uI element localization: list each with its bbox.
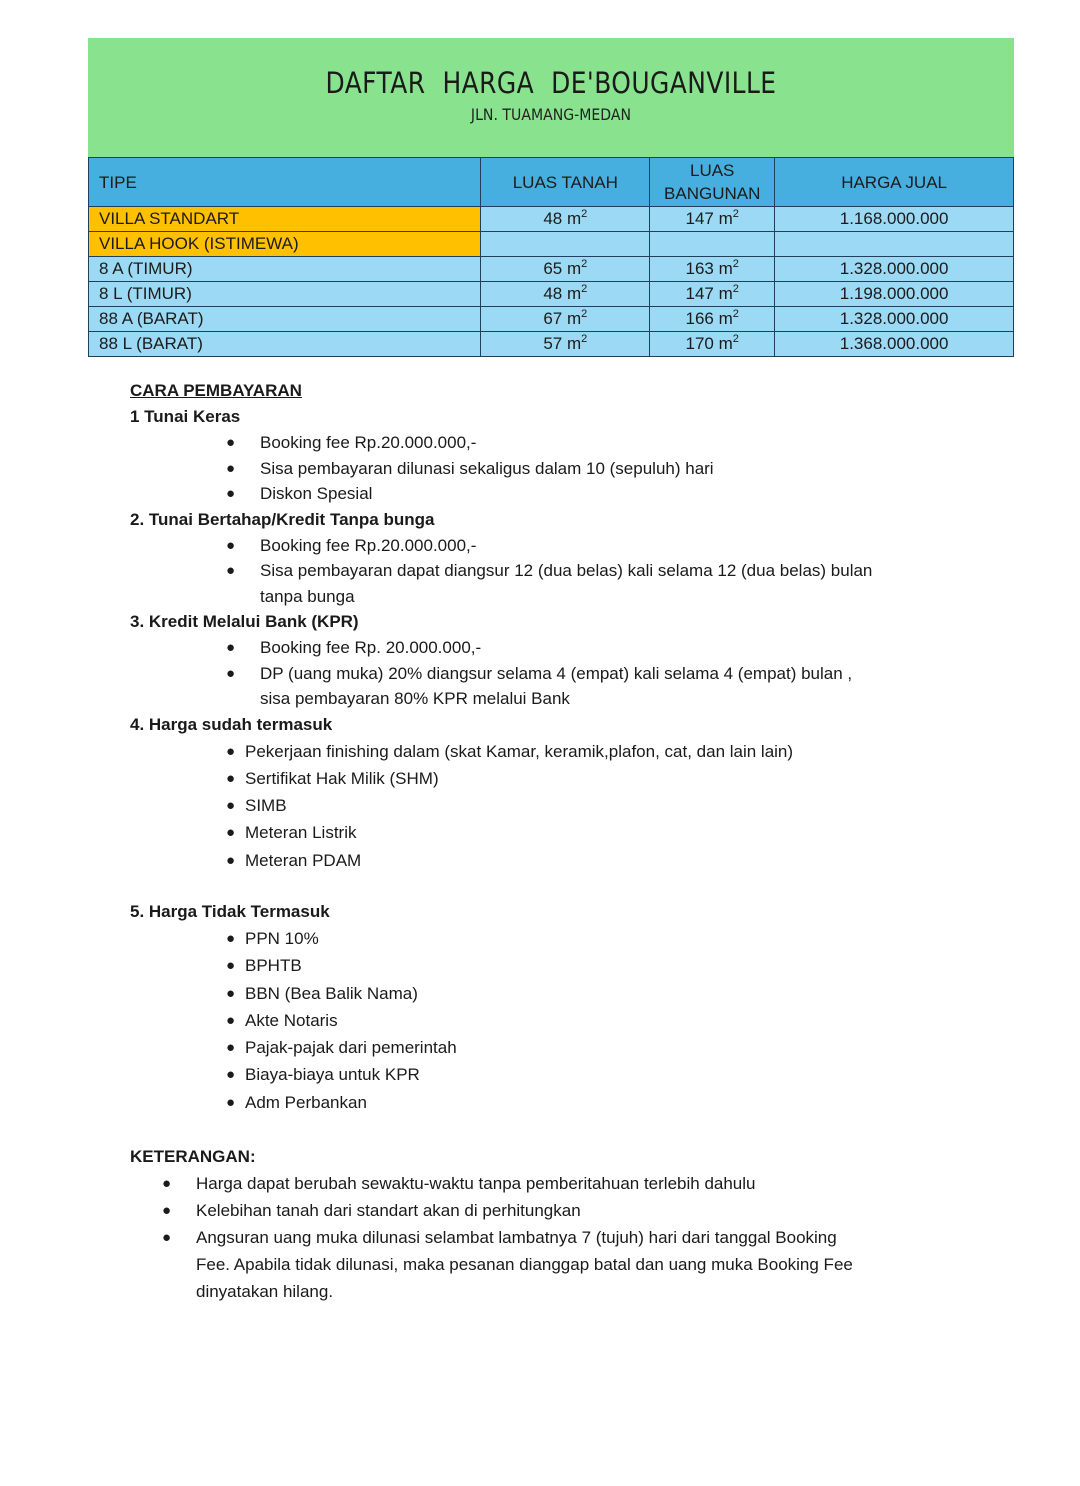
- bullet-icon: ●: [226, 459, 236, 477]
- cell-tipe: 8 L (TIMUR): [89, 282, 481, 307]
- bullet-icon: ●: [226, 929, 236, 947]
- cell-luas-bangunan: [650, 232, 775, 257]
- table-header-row: [89, 158, 1014, 207]
- notes-list: [0, 1170, 930, 1305]
- column-header-tipe: TIPE: [89, 158, 481, 207]
- table-row: [89, 257, 1014, 282]
- list-item: ● BPHTB: [130, 952, 930, 979]
- bullet-icon: ●: [226, 824, 236, 842]
- list-item: ● Booking fee Rp.20.000.000,-: [130, 533, 930, 559]
- cell-luas-tanah: 65 $m^2$: [481, 257, 650, 282]
- cell-luas-tanah: 48 $m^2$: [481, 282, 650, 307]
- bullet-list: [130, 635, 930, 712]
- cell-tipe: 88 A (BARAT): [89, 307, 481, 332]
- bullet-list: [130, 430, 930, 507]
- table-row: [89, 232, 1014, 257]
- section-title: 4. Harga sudah termasuk: [130, 714, 333, 734]
- bullet-list: [130, 925, 930, 1116]
- bullet-icon: ●: [162, 1202, 172, 1220]
- section-title: 2. Tunai Bertahap/Kredit Tanpa bunga: [130, 509, 435, 529]
- bullet-icon: ●: [226, 851, 236, 869]
- list-item: ● Kelebihan tanah dari standart akan di perhitungkan: [130, 1197, 930, 1224]
- cell-luas-tanah: 57 $m^2$: [481, 332, 650, 357]
- bullet-icon: ●: [226, 664, 236, 682]
- price-table: [88, 157, 1014, 357]
- list-item: ● BBN (Bea Balik Nama): [130, 980, 930, 1007]
- list-item: ● Booking fee Rp. 20.000.000,-: [130, 635, 930, 661]
- cell-tipe: VILLA HOOK (ISTIMEWA): [89, 232, 481, 257]
- column-header-harga-jual: HARGA JUAL: [775, 158, 1014, 207]
- cell-luas-tanah: 48 $m^2$: [481, 207, 650, 232]
- list-item-continuation: tanpa bunga: [260, 586, 355, 606]
- cell-harga-jual: 1.168.000.000: [775, 207, 1014, 232]
- bullet-icon: ●: [162, 1175, 172, 1193]
- list-item-continuation: dinyatakan hilang.: [196, 1282, 334, 1302]
- cell-tipe: 8 A (TIMUR): [89, 257, 481, 282]
- list-item-continuation: sisa pembayaran 80% KPR melalui Bank: [260, 689, 570, 708]
- list-item: ● Meteran Listrik: [130, 819, 930, 846]
- list-item: ● Akte Notaris: [130, 1007, 930, 1034]
- bullet-icon: ●: [226, 797, 236, 815]
- list-item: ● Pekerjaan finishing dalam (skat Kamar, keramik,plafon, cat, dan lain lain): [130, 738, 930, 765]
- cell-luas-bangunan: 170 $m^2$: [650, 332, 775, 357]
- list-item: ● Harga dapat berubah sewaktu-waktu tanpa pemberitahuan terlebih dahulu: [130, 1170, 930, 1197]
- bullet-icon: ●: [162, 1229, 172, 1247]
- list-item: ● PPN 10%: [130, 925, 930, 952]
- section-title: 5. Harga Tidak Termasuk: [130, 901, 330, 921]
- header-banner: [88, 38, 1014, 158]
- list-item: ● Pajak-pajak dari pemerintah: [130, 1034, 930, 1061]
- table-row: [89, 282, 1014, 307]
- bullet-list: [130, 533, 930, 610]
- cell-luas-bangunan: 147 $m^2$: [650, 282, 775, 307]
- bullet-icon: ●: [226, 984, 236, 1002]
- table-row: [89, 207, 1014, 232]
- bullet-icon: ●: [226, 957, 236, 975]
- bullet-icon: ●: [226, 1011, 236, 1029]
- section-title: 1 Tunai Keras: [130, 407, 241, 426]
- cell-harga-jual: [775, 232, 1014, 257]
- cell-tipe: VILLA STANDART: [89, 207, 481, 232]
- cell-harga-jual: 1.198.000.000: [775, 282, 1014, 307]
- cell-harga-jual: 1.368.000.000: [775, 332, 1014, 357]
- list-item: ● Sisa pembayaran dapat diangsur 12 (dua belas) kali selama 12 (dua belas) bulan: [130, 558, 930, 584]
- cell-luas-bangunan: 147 $m^2$: [650, 207, 775, 232]
- bullet-icon: ●: [226, 562, 236, 579]
- bullet-icon: ●: [226, 742, 236, 760]
- list-item: ● Adm Perbankan: [130, 1089, 930, 1116]
- table-row: [89, 332, 1014, 357]
- bullet-icon: ●: [226, 639, 236, 656]
- notes-heading: KETERANGAN:: [130, 1147, 256, 1167]
- table-row: [89, 307, 1014, 332]
- list-item: ● Sisa pembayaran dilunasi sekaligus dalam 10 (sepuluh) hari: [130, 456, 930, 482]
- bullet-icon: ●: [226, 769, 236, 787]
- bullet-list: [130, 738, 930, 874]
- page-subtitle: JLN. TUAMANG-MEDAN: [470, 105, 632, 124]
- bullet-icon: ●: [226, 1039, 236, 1057]
- bullet-icon: ●: [226, 1093, 236, 1111]
- cell-tipe: 88 L (BARAT): [89, 332, 481, 357]
- bullet-icon: ●: [226, 434, 236, 451]
- bullet-icon: ●: [226, 1066, 236, 1084]
- column-header-luas-tanah: LUAS TANAH: [481, 158, 650, 207]
- column-header-luas-bangunan: LUAS BANGUNAN: [650, 158, 775, 207]
- bullet-icon: ●: [226, 485, 236, 502]
- list-item: ● Meteran PDAM: [130, 847, 930, 874]
- list-item: ● Diskon Spesial: [130, 481, 930, 507]
- cell-harga-jual: 1.328.000.000: [775, 257, 1014, 282]
- cell-luas-tanah: 67 $m^2$: [481, 307, 650, 332]
- cell-luas-bangunan: 166 $m^2$: [650, 307, 775, 332]
- list-item: ● Sertifikat Hak Milik (SHM): [130, 765, 930, 792]
- list-item: ● DP (uang muka) 20% diangsur selama 4 (empat) kali selama 4 (empat) bulan ,: [130, 661, 930, 687]
- payment-terms: [130, 378, 930, 1305]
- list-item: ● SIMB: [130, 792, 930, 819]
- bullet-icon: ●: [226, 536, 236, 554]
- list-item: ● Biaya-biaya untuk KPR: [130, 1061, 930, 1088]
- cell-luas-tanah: [481, 232, 650, 257]
- section-title: 3. Kredit Melalui Bank (KPR): [130, 612, 359, 631]
- list-item: ● Angsuran uang muka dilunasi selambat lambatnya 7 (tujuh) hari dari tanggal Booking: [130, 1224, 930, 1251]
- page-title: DAFTAR HARGA DE'BOUGANVILLE: [325, 66, 777, 100]
- cell-luas-bangunan: 163 $m^2$: [650, 257, 775, 282]
- list-item-continuation: Fee. Apabila tidak dilunasi, maka pesanan dianggap batal dan uang muka Booking Fee: [196, 1255, 853, 1275]
- list-item: ● Booking fee Rp.20.000.000,-: [130, 430, 930, 456]
- cell-harga-jual: 1.328.000.000: [775, 307, 1014, 332]
- payment-heading: CARA PEMBAYARAN: [130, 381, 302, 400]
